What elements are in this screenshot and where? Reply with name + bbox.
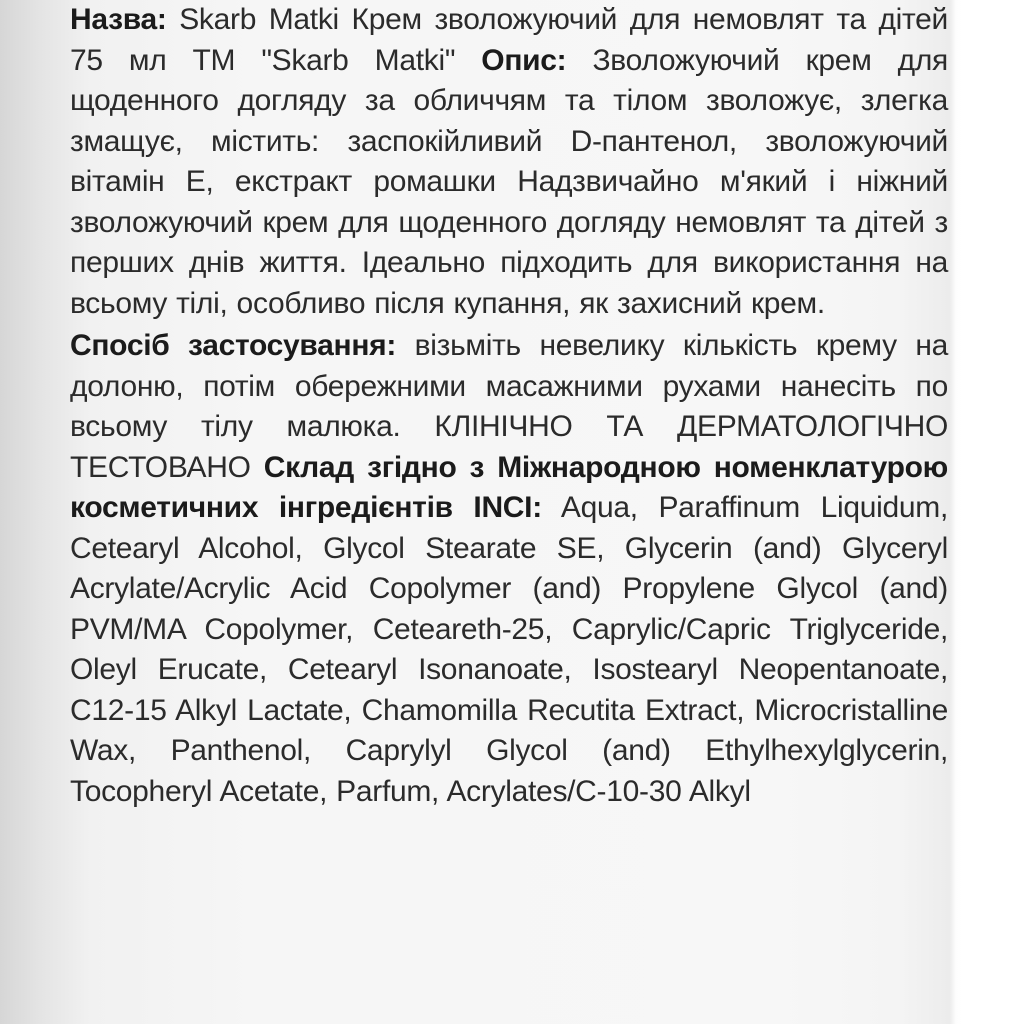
name-label: Назва:	[70, 3, 167, 36]
name-text: Skarb Matki Крем зволожуючий для немовлят та дітей 75 мл ТМ "Skarb Matki"	[70, 3, 948, 77]
usage-text: візьміть невелику кількість крему на долоню, потім обережними масажними рухами нанесіть по всьому тілу малюка. КЛІНІЧНО ТА ДЕРМАТОЛОГІЧНО ТЕСТОВАНО	[70, 329, 948, 484]
description-text: Зволожуючий крем для щоденного догляду за обличчям та тілом зволожує, злегка змащує, містить: заспокійливий D-пантенол, зволожуючий вітамін Е, екстракт ромашки Надзвичайно м'який і ніжний зволожуючий крем для щоденного догляду немовлят та дітей з перших днів життя. Ідеально підходить для використання на всьому тілі, особливо після купання, як захисний крем.	[70, 43, 948, 320]
usage-paragraph	[70, 326, 948, 812]
product-description-text	[70, 0, 948, 812]
name-and-description-paragraph	[70, 0, 948, 324]
usage-label: Спосіб застосування:	[70, 329, 397, 362]
composition-label: Склад згідно з Міжнародною номенклатурою косметичних інгредієнтів INCI:	[70, 450, 948, 524]
composition-text: Aqua, Paraffinum Liquidum, Cetearyl Alcohol, Glycol Stearate SE, Glycerin (and) Glyceryl Acrylate/Acrylic Acid Copolymer (and) Propylene Glycol (and) PVM/MA Copolymer, Ceteareth-25, Caprylic/Capric Triglyceride, Oleyl Erucate, Cetearyl Isonanoate, Isostearyl Neopentanoate, C12-15 Alkyl Lactate, Chamomilla Recutita Extract, Microcristalline Wax, Panthenol, Caprylyl Glycol (and) Ethylhexylglycerin, Tocopheryl Acetate, Parfum, Acrylates/C-10-30 Alkyl	[70, 491, 948, 808]
description-label: Опис:	[481, 43, 567, 77]
